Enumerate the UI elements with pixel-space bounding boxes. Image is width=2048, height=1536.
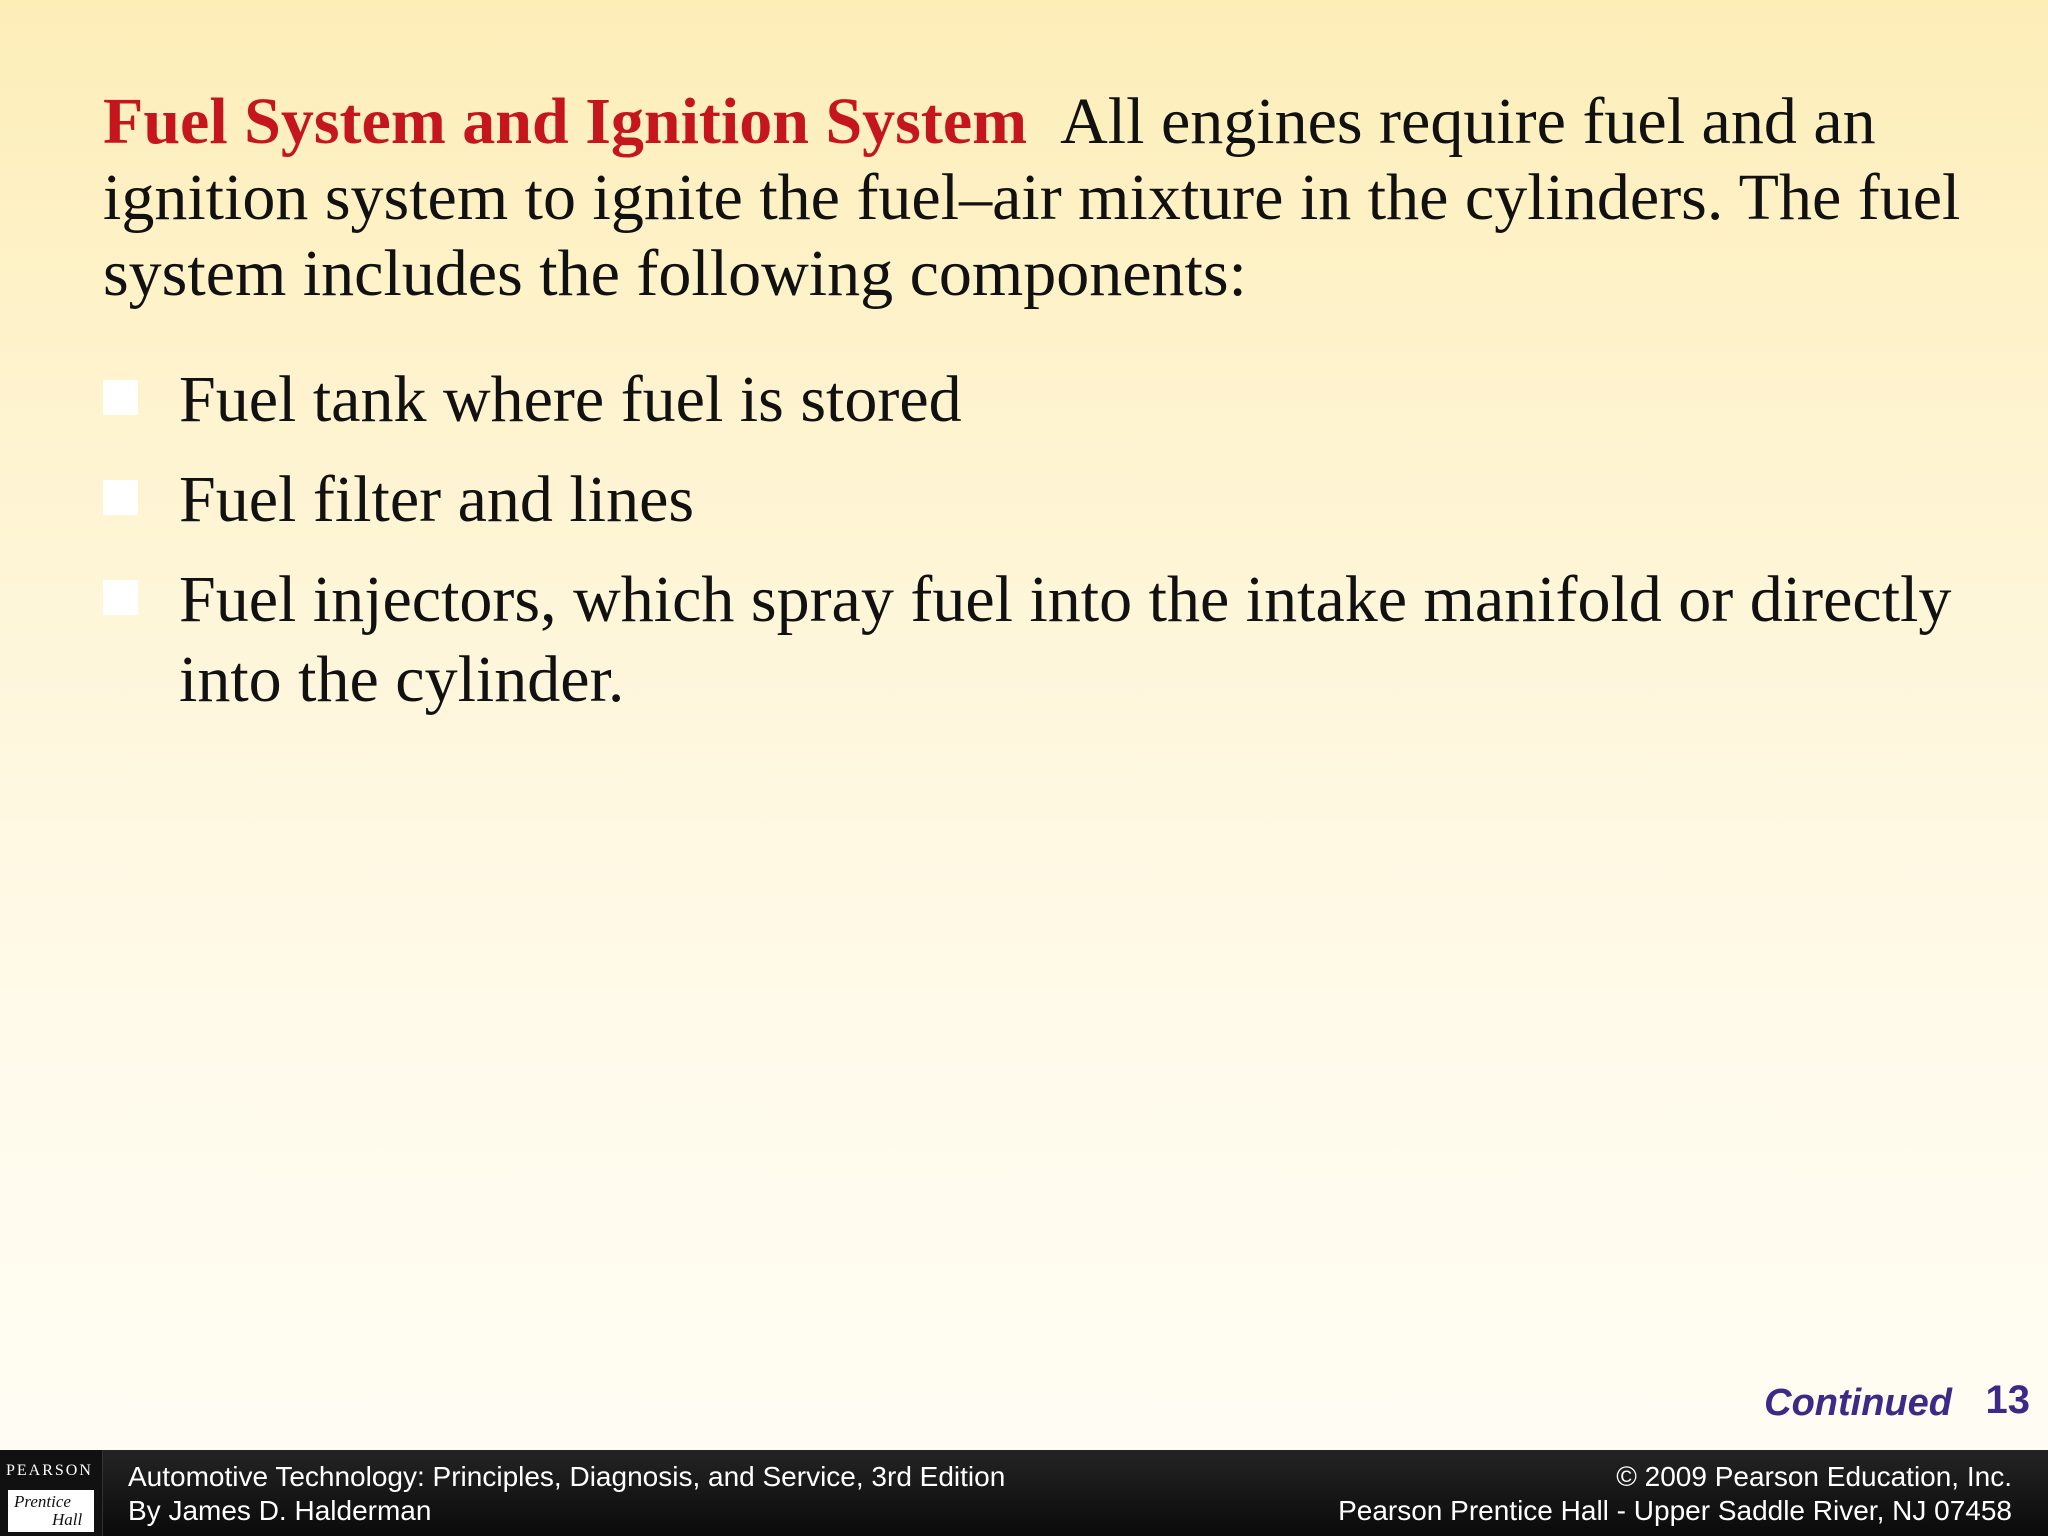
square-bullet-icon — [103, 480, 138, 515]
bullet-list — [103, 360, 1963, 740]
bullet-text: Fuel tank where fuel is stored — [179, 363, 962, 436]
bullet-text: Fuel filter and lines — [179, 463, 695, 536]
pearson-prentice-hall-logo — [0, 1450, 103, 1536]
square-bullet-icon — [103, 580, 138, 615]
footer-book-title: Automotive Technology: Principles, Diagnosis, and Service, 3rd Edition — [128, 1461, 1006, 1492]
bullet-item — [103, 460, 1963, 540]
intro-text: All engines require fuel and an ignition system to ignite the fuel–air mixture in the cylinders. The fuel system includes the following components: — [103, 85, 1961, 310]
footer-publisher-address: Pearson Prentice Hall - Upper Saddle River, NJ 07458 — [1338, 1495, 2012, 1526]
footer-author: By James D. Halderman — [128, 1495, 432, 1526]
bullet-item — [103, 560, 1963, 720]
square-bullet-icon — [103, 380, 138, 415]
intro-paragraph — [103, 84, 1983, 312]
footer-bar — [0, 1450, 2048, 1536]
footer-book-info — [128, 1460, 1005, 1528]
slide-number: 13 — [1985, 1378, 2030, 1422]
continued-label: Continued — [1764, 1382, 1952, 1424]
bullet-item — [103, 360, 1963, 440]
footer-publisher-info — [1338, 1460, 2012, 1528]
logo-prentice-hall-badge — [8, 1490, 94, 1532]
logo-pearson-text: PEARSON — [6, 1462, 93, 1479]
footer-copyright: © 2009 Pearson Education, Inc. — [1616, 1461, 2012, 1492]
intro-heading: Fuel System and Ignition System — [103, 85, 1028, 158]
logo-prentice-text: Prentice — [14, 1492, 71, 1511]
bullet-text: Fuel injectors, which spray fuel into the intake manifold or directly into the cylinder. — [179, 563, 1952, 716]
logo-hall-text: Hall — [52, 1510, 83, 1529]
